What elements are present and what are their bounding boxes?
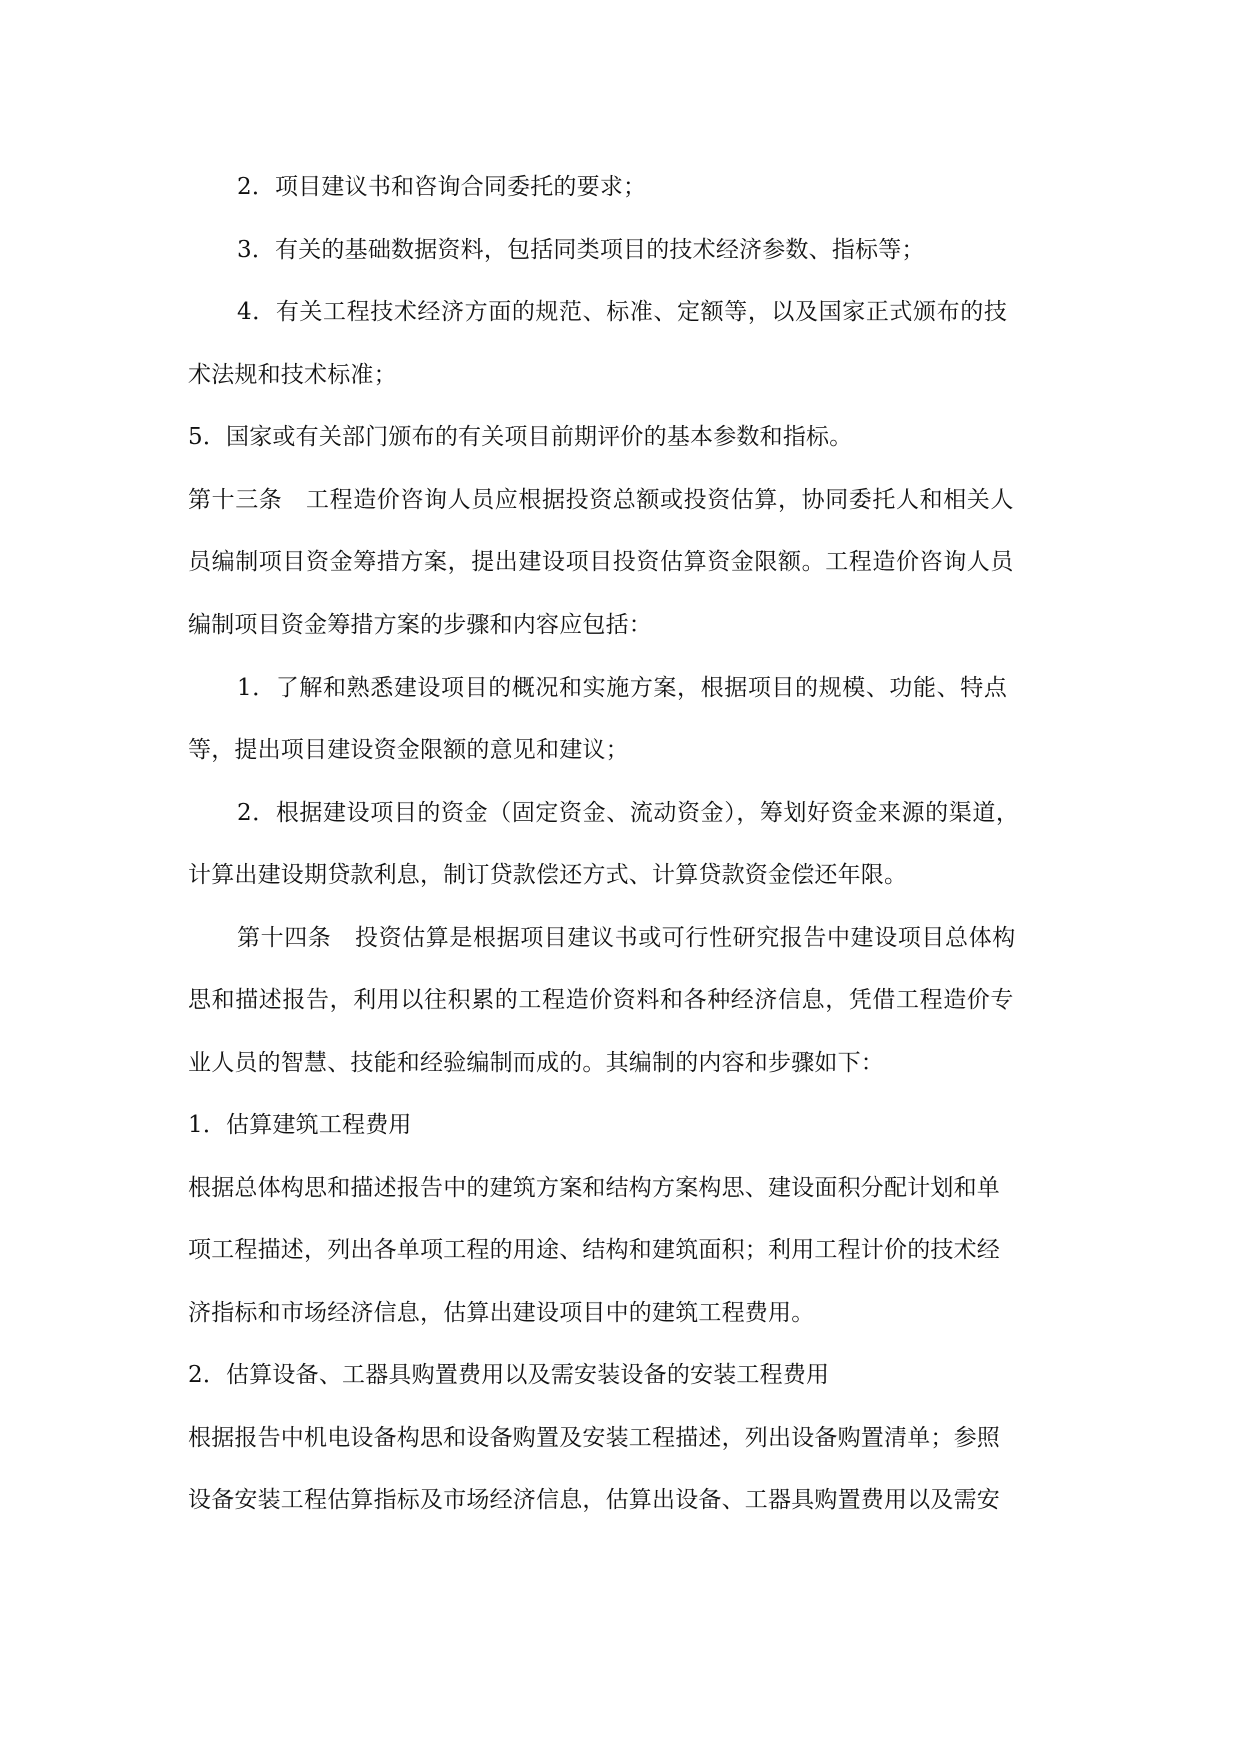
text-line-15: 业人员的智慧、技能和经验编制而成的。其编制的内容和步骤如下： xyxy=(188,1050,884,1076)
text-line-17: 根据总体构思和描述报告中的建筑方案和结构方案构思、建设面积分配计划和单 xyxy=(188,1175,1000,1201)
text-line-19: 济指标和市场经济信息，估算出建设项目中的建筑工程费用。 xyxy=(188,1300,815,1326)
text-line-20: 2．估算设备、工器具购置费用以及需安装设备的安装工程费用 xyxy=(188,1362,830,1388)
text-line-7: 员编制项目资金筹措方案，提出建设项目投资估算资金限额。工程造价咨询人员 xyxy=(188,549,1014,575)
text-line-6: 第十三条 工程造价咨询人员应根据投资总额或投资估算，协同委托人和相关人 xyxy=(188,487,1014,513)
text-line-1: 2．项目建议书和咨询合同委托的要求； xyxy=(237,174,647,200)
text-line-21: 根据报告中机电设备构思和设备购置及安装工程描述，列出设备购置清单；参照 xyxy=(188,1425,1000,1451)
text-line-11: 2．根据建设项目的资金（固定资金、流动资金），筹划好资金来源的渠道， xyxy=(237,800,1020,826)
text-line-3: 4．有关工程技术经济方面的规范、标准、定额等，以及国家正式颁布的技 xyxy=(237,299,1008,325)
text-line-9: 1．了解和熟悉建设项目的概况和实施方案，根据项目的规模、功能、特点 xyxy=(237,675,1008,701)
text-line-22: 设备安装工程估算指标及市场经济信息，估算出设备、工器具购置费用以及需安 xyxy=(188,1487,1000,1513)
text-line-16: 1．估算建筑工程费用 xyxy=(188,1112,412,1138)
text-line-5: 5．国家或有关部门颁布的有关项目前期评价的基本参数和指标。 xyxy=(188,424,853,450)
text-line-10: 等，提出项目建设资金限额的意见和建议； xyxy=(188,737,629,763)
text-line-12: 计算出建设期贷款利息，制订贷款偿还方式、计算贷款资金偿还年限。 xyxy=(188,862,908,888)
text-line-13: 第十四条 投资估算是根据项目建议书或可行性研究报告中建设项目总体构 xyxy=(237,925,1016,951)
text-line-14: 思和描述报告，利用以往积累的工程造价资料和各种经济信息，凭借工程造价专 xyxy=(188,987,1014,1013)
text-line-2: 3．有关的基础数据资料，包括同类项目的技术经济参数、指标等； xyxy=(237,237,925,263)
text-line-8: 编制项目资金筹措方案的步骤和内容应包括： xyxy=(188,612,652,638)
text-line-18: 项工程描述，列出各单项工程的用途、结构和建筑面积；利用工程计价的技术经 xyxy=(188,1237,1000,1263)
text-line-4: 术法规和技术标准； xyxy=(188,362,397,388)
